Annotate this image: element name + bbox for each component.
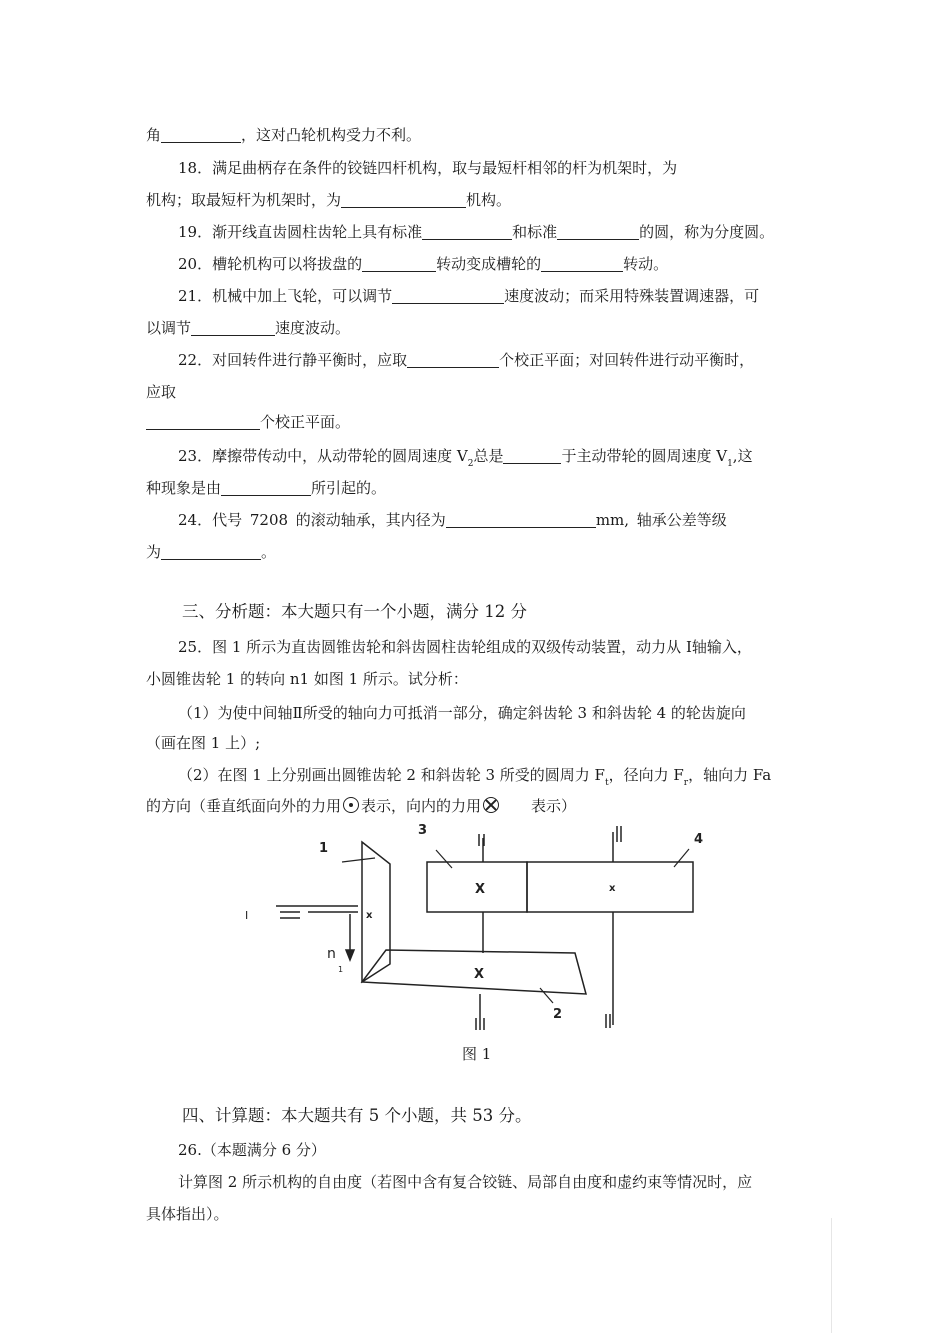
shaft-I-label: I: [245, 909, 249, 922]
question-26-text: 计算图 2 所示机构的自由度（若图中含有复合铰链、局部自由度和虚约束等情况时，应: [178, 1173, 753, 1191]
answer-blank[interactable]: [341, 191, 466, 208]
question-25: 25．图 1 所示为直齿圆锥齿轮和斜齿圆柱齿轮组成的双级传动装置，动力从 I轴输入，: [178, 638, 752, 656]
answer-blank[interactable]: [446, 511, 596, 528]
question-21: 21．机械中加上飞轮，可以调节 速度波动；而采用特殊装置调速器，可: [178, 287, 760, 305]
figure-label-1: 1: [319, 841, 329, 856]
question-22-cont2: 个校正平面。: [146, 412, 350, 432]
answer-blank[interactable]: [503, 447, 561, 464]
question-24: 24．代号 7208 的滚动轴承，其内径为 mm, 轴承公差等级: [178, 511, 727, 529]
question-25-part1: （1）为使中间轴Ⅱ所受的轴向力可抵消一部分，确定斜齿轮 3 和斜齿轮 4 的轮齿旋向: [178, 704, 746, 722]
figure-label-3: 3: [418, 823, 428, 838]
answer-blank[interactable]: [161, 126, 241, 143]
question-22-cont: 应取: [146, 383, 177, 401]
question-20: 20．槽轮机构可以将拔盘的 转动变成槽轮的 转动。: [178, 255, 669, 273]
question-25-part2-cont: 的方向（垂直纸面向外的力用 表示，向内的力用 表示）: [146, 797, 577, 815]
text-line: 角 ，这对凸轮机构受力不利。: [146, 126, 422, 144]
answer-blank[interactable]: [362, 255, 436, 272]
answer-blank[interactable]: [557, 223, 639, 240]
question-25-cont: 小圆锥齿轮 1 的转向 n1 如图 1 所示。试分析：: [146, 670, 468, 688]
section-4-heading: 四、计算题：本大题共有 5 个小题，共 53 分。: [182, 1106, 532, 1125]
margin-line: [831, 1218, 832, 1333]
cross-circle-icon: [483, 797, 499, 813]
question-26: 26.（本题满分 6 分）: [178, 1141, 326, 1159]
answer-blank[interactable]: [221, 479, 311, 496]
question-23: 23．摩擦带传动中，从动带轮的圆周速度 $V_2$总是 于主动带轮的圆周速度 $V_1$,这: [178, 447, 753, 469]
question-22: 22．对回转件进行静平衡时，应取 个校正平面；对回转件进行动平衡时，: [178, 351, 755, 369]
question-21-cont: 以调节 速度波动。: [146, 319, 351, 337]
question-18-cont: 机构；取最短杆为机架时，为 机构。: [146, 191, 512, 209]
figure-label-4: 4: [694, 832, 704, 847]
answer-blank[interactable]: [392, 287, 504, 304]
x-mark-gear-3: X: [475, 882, 486, 897]
answer-blank[interactable]: [161, 543, 261, 560]
figure-caption: 图 1: [462, 1045, 492, 1063]
answer-blank[interactable]: [191, 319, 275, 336]
answer-blank[interactable]: [146, 413, 260, 430]
answer-blank[interactable]: [541, 255, 623, 272]
question-18: 18．满足曲柄存在条件的铰链四杆机构，取与最短杆相邻的杆为机架时，为: [178, 159, 678, 177]
x-mark-gear-2: X: [474, 967, 485, 982]
figure-label-2: 2: [553, 1007, 563, 1022]
question-24-cont: 为 。: [146, 543, 277, 561]
x-mark-gear-4: x: [609, 883, 616, 894]
x-mark-gear-1: x: [366, 910, 373, 921]
section-3-heading: 三、分析题：本大题只有一个小题，满分 12 分: [182, 602, 527, 621]
answer-blank[interactable]: [407, 351, 499, 368]
question-23-cont: 种现象是由 所引起的。: [146, 479, 387, 497]
question-19: 19．渐开线直齿圆柱齿轮上具有标准 和标准 的圆，称为分度圆。: [178, 223, 775, 241]
question-26-text-cont: 具体指出）。: [146, 1205, 229, 1223]
question-25-part1-cont: （画在图 1 上）;: [146, 734, 261, 752]
dot-circle-icon: [343, 797, 359, 813]
n-label: n: [327, 946, 336, 962]
n-sub-label: 1: [338, 965, 344, 974]
question-25-part2: （2）在图 1 上分别画出圆锥齿轮 2 和斜齿轮 3 所受的圆周力 $F_t$，径向力 $F_r$，轴向力 Fa: [178, 766, 772, 788]
answer-blank[interactable]: [422, 223, 512, 240]
